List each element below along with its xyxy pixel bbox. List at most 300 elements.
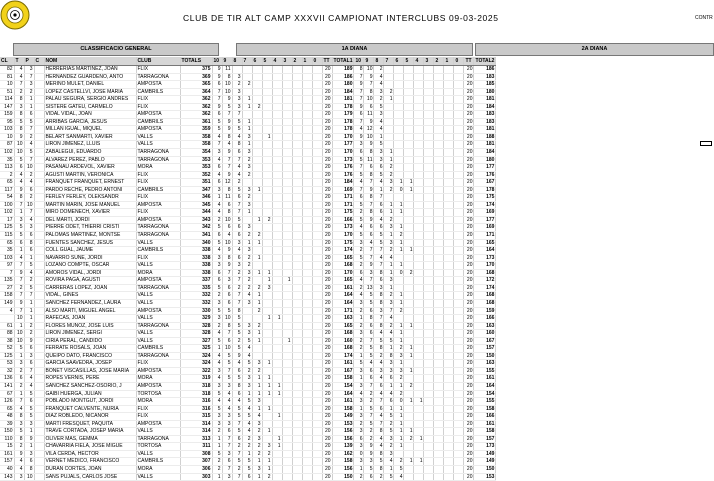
table-cell: 5 (354, 201, 364, 209)
table-cell: 7 (354, 186, 364, 194)
table-cell: 173 (474, 443, 496, 451)
table-cell: 159 (474, 307, 496, 315)
table-row (0, 201, 496, 209)
table-cell: 5 (374, 141, 384, 149)
table-cell (302, 307, 312, 315)
table-cell (444, 254, 454, 262)
table-cell: 2 (212, 428, 222, 436)
table-cell: 344 (180, 209, 212, 217)
table-cell (454, 88, 464, 96)
table-cell (404, 405, 414, 413)
table-cell (282, 465, 292, 473)
table-cell (444, 164, 454, 172)
column-header: T (14, 57, 24, 66)
table-cell (414, 450, 424, 458)
table-cell: 1 (394, 322, 404, 330)
table-cell: 1 (14, 352, 24, 360)
shooter-name-cell: SANCHEZ FERNANDEZ, LAURA (44, 299, 136, 307)
table-cell (302, 194, 312, 202)
table-cell: 8 (14, 413, 24, 421)
table-cell: 20 (464, 118, 474, 126)
table-cell (384, 194, 394, 202)
table-cell: 7 (232, 277, 242, 285)
table-cell (404, 254, 414, 262)
table-cell: 6 (24, 398, 34, 406)
table-cell (414, 194, 424, 202)
table-cell (252, 315, 262, 323)
table-row (0, 382, 496, 390)
table-cell: 7 (222, 465, 232, 473)
table-cell: 1 (404, 322, 414, 330)
table-cell: 7 (232, 420, 242, 428)
table-cell: 6 (364, 224, 374, 232)
table-cell (414, 277, 424, 285)
table-cell: 2 (384, 443, 394, 451)
club-cell: TARRAGONA (136, 352, 180, 360)
table-cell: 3 (212, 186, 222, 194)
table-cell (384, 118, 394, 126)
table-cell: 81 (0, 73, 14, 81)
table-cell: 1 (14, 390, 24, 398)
table-cell (414, 96, 424, 104)
table-cell (34, 141, 44, 149)
table-cell (272, 216, 282, 224)
table-cell: 1 (24, 254, 34, 262)
table-cell: 1 (24, 315, 34, 323)
table-cell (434, 239, 444, 247)
table-cell (302, 88, 312, 96)
table-cell (302, 216, 312, 224)
table-cell: 4 (354, 179, 364, 187)
table-cell: 52 (0, 345, 14, 353)
table-cell (394, 450, 404, 458)
table-cell (434, 186, 444, 194)
table-cell (424, 337, 434, 345)
table-cell: 171 (332, 194, 354, 202)
club-cell: AMPOSTA (136, 277, 180, 285)
table-cell (312, 413, 322, 421)
table-cell (384, 126, 394, 134)
table-cell (242, 315, 252, 323)
table-cell (272, 330, 282, 338)
club-cell: AMPOSTA (136, 420, 180, 428)
club-cell: AMPOSTA (136, 307, 180, 315)
table-cell (252, 201, 262, 209)
table-cell: 158 (474, 428, 496, 436)
table-cell: 8 (222, 186, 232, 194)
column-header: TT (464, 57, 474, 66)
table-cell (302, 330, 312, 338)
table-cell (302, 209, 312, 217)
table-cell (302, 201, 312, 209)
club-cell: FLIX (136, 254, 180, 262)
table-cell: 10 (222, 216, 232, 224)
table-cell (34, 337, 44, 345)
table-cell: 2 (24, 88, 34, 96)
table-cell (454, 360, 464, 368)
table-cell: 7 (24, 209, 34, 217)
table-cell: 2 (354, 284, 364, 292)
table-cell: 10 (222, 239, 232, 247)
table-cell (302, 398, 312, 406)
table-cell: 3 (242, 330, 252, 338)
table-cell (302, 458, 312, 466)
table-cell (312, 118, 322, 126)
table-cell: 176 (332, 171, 354, 179)
table-cell: 3 (374, 111, 384, 119)
table-cell (34, 435, 44, 443)
table-cell: 9 (222, 171, 232, 179)
table-cell: 2 (394, 375, 404, 383)
table-cell (242, 88, 252, 96)
table-cell: 6 (24, 232, 34, 240)
table-cell: 8 (222, 209, 232, 217)
table-row (0, 360, 496, 368)
table-cell (454, 405, 464, 413)
column-header: 4 (414, 57, 424, 66)
table-cell (312, 133, 322, 141)
table-cell: 39 (0, 420, 14, 428)
table-cell: 5 (242, 458, 252, 466)
table-cell (262, 88, 272, 96)
table-row (0, 277, 496, 285)
table-cell: 7 (374, 315, 384, 323)
shooter-name-cell: FLORES MUÑOZ, JOSE LUIS (44, 322, 136, 330)
table-cell: 1 (212, 435, 222, 443)
club-cell: FLIX (136, 103, 180, 111)
table-cell (404, 390, 414, 398)
table-cell: 8 (222, 254, 232, 262)
table-cell (282, 118, 292, 126)
table-cell: 2 (242, 367, 252, 375)
table-cell: 3 (364, 458, 374, 466)
table-cell: 5 (212, 239, 222, 247)
table-cell: 3 (242, 164, 252, 172)
table-cell: 3 (252, 360, 262, 368)
table-row (0, 66, 496, 74)
table-cell (34, 81, 44, 89)
table-cell: 20 (322, 337, 332, 345)
table-cell: 149 (332, 413, 354, 421)
table-cell: 3 (374, 307, 384, 315)
table-cell (302, 299, 312, 307)
table-cell: 1 (24, 443, 34, 451)
table-cell: 1 (262, 277, 272, 285)
table-cell (404, 292, 414, 300)
table-cell: 20 (322, 269, 332, 277)
table-cell (302, 224, 312, 232)
table-cell: 324 (180, 352, 212, 360)
table-cell: 32 (0, 367, 14, 375)
table-cell (424, 247, 434, 255)
table-cell: 2 (212, 216, 222, 224)
table-cell: 4 (14, 73, 24, 81)
shooter-name-cell: PALAU SEGURA, SERGIO ANDRES (44, 96, 136, 104)
club-cell: FLIX (136, 209, 180, 217)
table-cell: 149 (0, 299, 14, 307)
table-cell (424, 126, 434, 134)
table-cell: 2 (252, 284, 262, 292)
table-cell (272, 352, 282, 360)
table-cell: 100 (0, 201, 14, 209)
table-cell (292, 473, 302, 481)
table-cell (434, 473, 444, 481)
club-cell: VALLS (136, 262, 180, 270)
table-cell (434, 171, 444, 179)
table-cell: 156 (332, 435, 354, 443)
table-cell: 162 (332, 450, 354, 458)
table-cell: 1 (262, 133, 272, 141)
table-cell: 3 (384, 450, 394, 458)
table-cell: 181 (474, 96, 496, 104)
table-cell: 154 (332, 382, 354, 390)
table-cell (404, 88, 414, 96)
table-cell: 1 (404, 186, 414, 194)
table-cell: 6 (354, 435, 364, 443)
table-cell (282, 292, 292, 300)
table-cell (272, 201, 282, 209)
table-cell: 2 (232, 465, 242, 473)
table-cell: 20 (464, 277, 474, 285)
table-cell (302, 390, 312, 398)
table-cell: 5 (242, 360, 252, 368)
column-header: 6 (394, 57, 404, 66)
table-cell: 167 (332, 367, 354, 375)
table-cell: 4 (242, 428, 252, 436)
table-cell (252, 224, 262, 232)
table-cell (312, 141, 322, 149)
table-cell (262, 186, 272, 194)
table-cell (394, 126, 404, 134)
table-cell (434, 133, 444, 141)
table-cell: 2 (24, 277, 34, 285)
shooter-name-cell: ROVIRA PAGA, AGUSTI (44, 277, 136, 285)
table-cell (292, 337, 302, 345)
table-cell (34, 473, 44, 481)
table-cell (444, 299, 454, 307)
table-cell (34, 367, 44, 375)
table-cell: 1 (384, 232, 394, 240)
table-cell: 1 (252, 216, 262, 224)
table-cell (404, 171, 414, 179)
table-cell (444, 435, 454, 443)
table-cell (262, 435, 272, 443)
table-cell: 20 (322, 352, 332, 360)
table-cell: 7 (232, 111, 242, 119)
table-cell: 172 (474, 277, 496, 285)
table-cell (292, 209, 302, 217)
table-cell (312, 465, 322, 473)
table-row (0, 88, 496, 96)
table-cell: 11 (364, 156, 374, 164)
table-cell (272, 458, 282, 466)
table-cell (34, 322, 44, 330)
table-cell (282, 473, 292, 481)
table-cell (424, 450, 434, 458)
table-cell (414, 179, 424, 187)
table-cell (262, 413, 272, 421)
table-cell: 103 (0, 254, 14, 262)
table-cell (444, 458, 454, 466)
table-cell: 6 (374, 277, 384, 285)
table-cell: 7 (354, 88, 364, 96)
table-cell: 157 (474, 345, 496, 353)
table-cell: 337 (180, 277, 212, 285)
table-cell: 169 (474, 209, 496, 217)
shooter-name-cell: VERNET MEDICO, FRANCISCO (44, 458, 136, 466)
table-cell: 5 (232, 428, 242, 436)
table-cell: 3 (212, 420, 222, 428)
table-cell: 343 (180, 216, 212, 224)
table-cell: 6 (24, 247, 34, 255)
column-header: 0 (454, 57, 464, 66)
table-cell: 4 (14, 254, 24, 262)
column-header: 0 (312, 57, 322, 66)
table-cell: 2 (252, 232, 262, 240)
table-cell: 1 (394, 435, 404, 443)
table-cell (444, 473, 454, 481)
club-cell: VALLS (136, 239, 180, 247)
table-cell: 97 (0, 262, 14, 270)
table-cell: 2 (364, 390, 374, 398)
column-header: 9 (364, 57, 374, 66)
table-cell (454, 194, 464, 202)
table-cell: 156 (332, 465, 354, 473)
table-cell (34, 209, 44, 217)
table-cell (394, 141, 404, 149)
shooter-name-cell: GARCIA SAAVEDRA, JOSEP (44, 360, 136, 368)
table-cell: 20 (464, 473, 474, 481)
table-row (0, 216, 496, 224)
table-cell (444, 398, 454, 406)
table-cell (292, 375, 302, 383)
table-cell: 113 (0, 164, 14, 172)
table-cell: 1 (252, 299, 262, 307)
club-cell: CAMBRILS (136, 118, 180, 126)
table-cell: 5 (384, 337, 394, 345)
table-cell: 4 (374, 443, 384, 451)
table-cell (302, 133, 312, 141)
table-row (0, 103, 496, 111)
table-cell (434, 352, 444, 360)
table-cell: 2 (354, 247, 364, 255)
club-cell: VALLS (136, 473, 180, 481)
table-cell (444, 330, 454, 338)
table-cell (312, 247, 322, 255)
table-cell: 20 (322, 382, 332, 390)
club-cell: AMPOSTA (136, 126, 180, 134)
table-cell: 4 (24, 179, 34, 187)
table-cell: 1 (394, 201, 404, 209)
table-cell: 0 (394, 398, 404, 406)
table-cell: 3 (24, 66, 34, 74)
table-cell: 3 (354, 458, 364, 466)
table-cell: 306 (180, 465, 212, 473)
table-cell: 1 (272, 443, 282, 451)
table-cell: 9 (14, 299, 24, 307)
table-cell: 3 (212, 382, 222, 390)
table-cell (34, 239, 44, 247)
table-cell (394, 73, 404, 81)
table-cell: 20 (322, 435, 332, 443)
table-cell: 4 (354, 224, 364, 232)
table-cell: 8 (222, 73, 232, 81)
table-cell: 5 (24, 390, 34, 398)
table-cell (302, 382, 312, 390)
table-cell (454, 126, 464, 134)
table-cell (292, 315, 302, 323)
table-cell: 150 (474, 352, 496, 360)
table-cell (434, 315, 444, 323)
table-cell (262, 194, 272, 202)
table-row (0, 209, 496, 217)
table-cell: 11 (222, 194, 232, 202)
table-cell: 87 (0, 141, 14, 149)
table-cell: 3 (384, 277, 394, 285)
table-cell: 4 (354, 277, 364, 285)
table-row (0, 126, 496, 134)
table-cell (272, 375, 282, 383)
table-cell (242, 179, 252, 187)
table-cell (34, 269, 44, 277)
table-cell: 6 (212, 111, 222, 119)
table-cell: 1 (272, 413, 282, 421)
table-cell (394, 88, 404, 96)
table-cell (424, 375, 434, 383)
table-cell (312, 232, 322, 240)
table-cell: 4 (222, 405, 232, 413)
table-cell: 2 (14, 367, 24, 375)
table-cell: 2 (252, 450, 262, 458)
table-cell: 178 (332, 126, 354, 134)
table-cell (302, 126, 312, 134)
table-cell: 1 (282, 337, 292, 345)
table-cell: 4 (384, 458, 394, 466)
table-cell: 166 (332, 216, 354, 224)
table-cell: 168 (332, 345, 354, 353)
table-cell: 1 (212, 473, 222, 481)
table-cell (444, 322, 454, 330)
table-cell (312, 435, 322, 443)
table-cell (282, 443, 292, 451)
table-cell (404, 337, 414, 345)
table-cell (34, 450, 44, 458)
table-cell (272, 103, 282, 111)
table-cell: 4 (24, 216, 34, 224)
table-cell (262, 322, 272, 330)
club-cell: TARRAGONA (136, 322, 180, 330)
table-cell (34, 382, 44, 390)
table-cell: 4 (374, 435, 384, 443)
table-cell: 2 (252, 103, 262, 111)
table-cell: 318 (180, 382, 212, 390)
table-cell (454, 292, 464, 300)
table-cell (414, 322, 424, 330)
table-cell (262, 254, 272, 262)
table-cell (424, 194, 434, 202)
table-cell: 1 (242, 126, 252, 134)
table-cell (262, 247, 272, 255)
table-cell: 5 (24, 405, 34, 413)
table-cell: 6 (354, 269, 364, 277)
table-cell: 20 (464, 262, 474, 270)
club-cell: VALLS (136, 292, 180, 300)
table-cell: 20 (322, 443, 332, 451)
table-cell: 2 (364, 398, 374, 406)
table-cell: 20 (322, 88, 332, 96)
table-cell: 176 (332, 164, 354, 172)
table-cell: 7 (212, 88, 222, 96)
